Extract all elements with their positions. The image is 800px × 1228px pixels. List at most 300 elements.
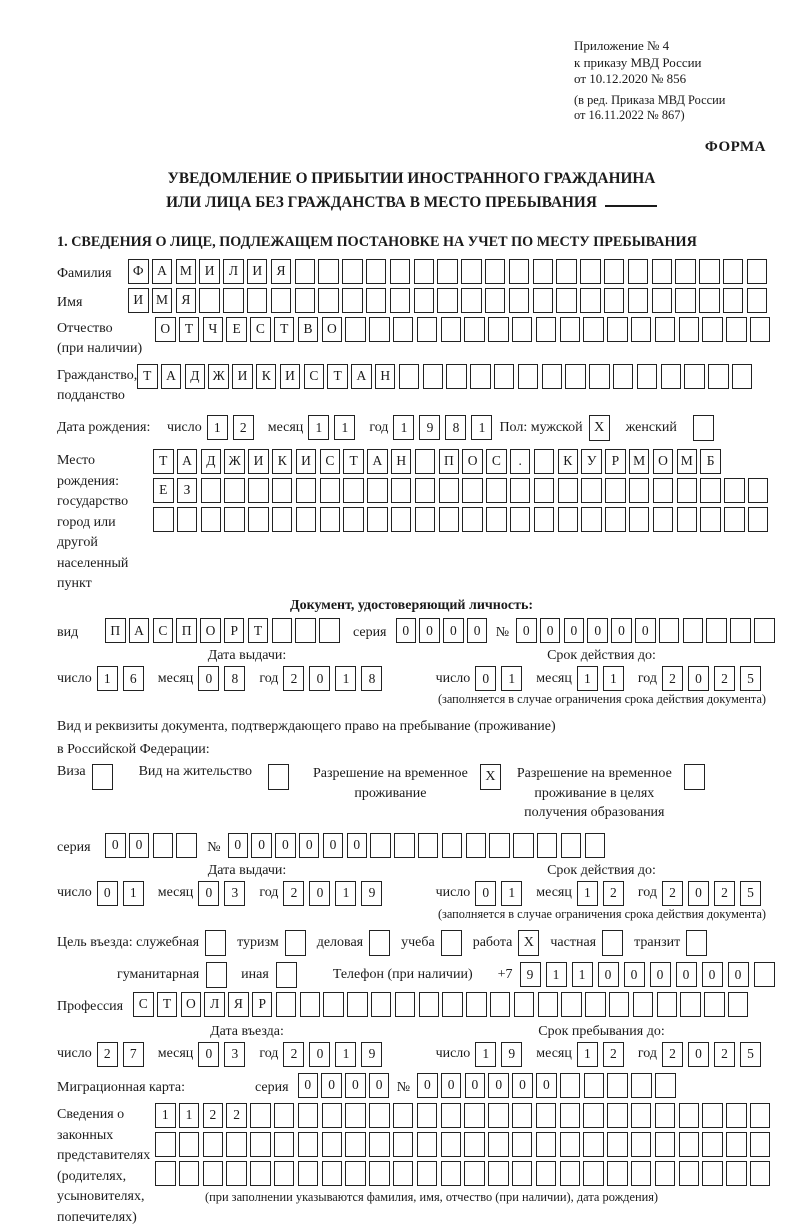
char-box[interactable] [464, 1132, 485, 1157]
char-box[interactable]: 0 [417, 1073, 438, 1098]
char-box[interactable]: 0 [650, 962, 671, 987]
char-box[interactable] [533, 259, 554, 284]
char-box[interactable]: 2 [662, 1042, 683, 1067]
char-box[interactable] [510, 478, 531, 503]
char-box[interactable] [679, 1103, 700, 1128]
char-box[interactable] [298, 1103, 319, 1128]
char-box[interactable] [461, 259, 482, 284]
char-box[interactable] [560, 317, 581, 342]
char-box[interactable] [437, 288, 458, 313]
char-box[interactable]: 0 [516, 618, 537, 643]
char-box[interactable]: У [581, 449, 602, 474]
char-box[interactable] [423, 364, 444, 389]
char-box[interactable] [462, 507, 483, 532]
char-box[interactable]: 2 [283, 881, 304, 906]
char-box[interactable]: С [320, 449, 341, 474]
char-box[interactable] [441, 317, 462, 342]
char-box[interactable] [604, 288, 625, 313]
char-box[interactable] [631, 317, 652, 342]
char-box[interactable] [300, 992, 321, 1017]
char-box[interactable] [702, 317, 723, 342]
char-box[interactable] [679, 1132, 700, 1157]
char-box[interactable]: 0 [299, 833, 320, 858]
char-box[interactable] [203, 1132, 224, 1157]
char-box[interactable]: Д [185, 364, 206, 389]
char-box[interactable] [631, 1161, 652, 1186]
char-box[interactable] [369, 1103, 390, 1128]
char-box[interactable] [464, 1161, 485, 1186]
char-box[interactable]: 1 [577, 1042, 598, 1067]
char-box[interactable] [490, 992, 511, 1017]
char-box[interactable] [439, 478, 460, 503]
char-box[interactable]: 5 [740, 1042, 761, 1067]
char-box[interactable]: И [199, 259, 220, 284]
char-box[interactable]: 0 [105, 833, 126, 858]
char-box[interactable] [724, 478, 745, 503]
char-box[interactable]: З [177, 478, 198, 503]
char-box[interactable] [393, 1103, 414, 1128]
char-box[interactable] [657, 992, 678, 1017]
char-box[interactable] [633, 992, 654, 1017]
char-box[interactable] [466, 992, 487, 1017]
char-box[interactable] [417, 317, 438, 342]
char-box[interactable] [369, 1161, 390, 1186]
char-box[interactable] [607, 1073, 628, 1098]
char-box[interactable] [369, 317, 390, 342]
char-box[interactable] [488, 317, 509, 342]
char-box[interactable] [201, 478, 222, 503]
char-box[interactable] [248, 478, 269, 503]
residence-permit-checkbox[interactable] [268, 764, 289, 790]
char-box[interactable] [533, 288, 554, 313]
char-box[interactable] [298, 1132, 319, 1157]
char-box[interactable] [655, 1132, 676, 1157]
purpose-tourism-checkbox[interactable] [285, 930, 306, 956]
char-box[interactable]: 2 [226, 1103, 247, 1128]
char-box[interactable]: 0 [396, 618, 417, 643]
char-box[interactable] [224, 478, 245, 503]
char-box[interactable]: Р [252, 992, 273, 1017]
char-box[interactable]: 0 [275, 833, 296, 858]
char-box[interactable]: 2 [233, 415, 254, 440]
char-box[interactable] [655, 317, 676, 342]
char-box[interactable] [750, 317, 771, 342]
char-box[interactable]: 0 [251, 833, 272, 858]
char-box[interactable]: О [322, 317, 343, 342]
char-box[interactable]: Н [375, 364, 396, 389]
char-box[interactable]: Л [223, 259, 244, 284]
char-box[interactable] [345, 1161, 366, 1186]
char-box[interactable]: 0 [309, 881, 330, 906]
char-box[interactable]: 9 [361, 1042, 382, 1067]
char-box[interactable] [489, 833, 510, 858]
char-box[interactable]: 2 [662, 666, 683, 691]
char-box[interactable]: 2 [662, 881, 683, 906]
char-box[interactable] [728, 992, 749, 1017]
char-box[interactable] [342, 259, 363, 284]
char-box[interactable] [274, 1132, 295, 1157]
char-box[interactable] [390, 288, 411, 313]
char-box[interactable]: 1 [179, 1103, 200, 1128]
char-box[interactable] [414, 288, 435, 313]
char-box[interactable] [628, 288, 649, 313]
char-box[interactable] [345, 1132, 366, 1157]
char-box[interactable]: Я [271, 259, 292, 284]
char-box[interactable]: . [510, 449, 531, 474]
char-box[interactable]: А [351, 364, 372, 389]
char-box[interactable] [675, 259, 696, 284]
char-box[interactable] [276, 992, 297, 1017]
char-box[interactable]: 0 [369, 1073, 390, 1098]
char-box[interactable] [537, 833, 558, 858]
purpose-work-checkbox[interactable]: X [518, 930, 539, 956]
char-box[interactable]: 0 [540, 618, 561, 643]
char-box[interactable]: О [181, 992, 202, 1017]
char-box[interactable] [461, 288, 482, 313]
char-box[interactable]: Ж [208, 364, 229, 389]
char-box[interactable] [272, 507, 293, 532]
char-box[interactable] [485, 259, 506, 284]
char-box[interactable] [631, 1073, 652, 1098]
char-box[interactable] [464, 317, 485, 342]
char-box[interactable] [726, 1103, 747, 1128]
char-box[interactable]: 0 [321, 1073, 342, 1098]
char-box[interactable] [224, 507, 245, 532]
char-box[interactable]: 1 [393, 415, 414, 440]
char-box[interactable] [345, 1103, 366, 1128]
char-box[interactable] [726, 1132, 747, 1157]
char-box[interactable]: 0 [536, 1073, 557, 1098]
char-box[interactable]: О [155, 317, 176, 342]
char-box[interactable]: 0 [688, 881, 709, 906]
char-box[interactable] [414, 259, 435, 284]
char-box[interactable] [418, 833, 439, 858]
char-box[interactable]: К [256, 364, 277, 389]
char-box[interactable]: С [133, 992, 154, 1017]
char-box[interactable] [607, 317, 628, 342]
char-box[interactable] [464, 1103, 485, 1128]
char-box[interactable] [153, 507, 174, 532]
char-box[interactable]: И [128, 288, 149, 313]
char-box[interactable] [223, 288, 244, 313]
char-box[interactable] [605, 478, 626, 503]
char-box[interactable] [677, 478, 698, 503]
char-box[interactable] [754, 618, 775, 643]
char-box[interactable]: И [232, 364, 253, 389]
char-box[interactable]: 1 [155, 1103, 176, 1128]
char-box[interactable]: 1 [334, 415, 355, 440]
char-box[interactable] [556, 259, 577, 284]
char-box[interactable]: 0 [564, 618, 585, 643]
char-box[interactable] [723, 288, 744, 313]
char-box[interactable]: 0 [298, 1073, 319, 1098]
char-box[interactable]: А [367, 449, 388, 474]
char-box[interactable] [661, 364, 682, 389]
char-box[interactable] [518, 364, 539, 389]
char-box[interactable] [155, 1161, 176, 1186]
char-box[interactable]: С [250, 317, 271, 342]
char-box[interactable] [343, 478, 364, 503]
char-box[interactable] [417, 1161, 438, 1186]
char-box[interactable] [391, 478, 412, 503]
char-box[interactable] [366, 259, 387, 284]
char-box[interactable]: 0 [129, 833, 150, 858]
char-box[interactable] [585, 992, 606, 1017]
char-box[interactable]: 0 [467, 618, 488, 643]
char-box[interactable] [583, 1132, 604, 1157]
char-box[interactable]: 9 [419, 415, 440, 440]
char-box[interactable]: 3 [224, 1042, 245, 1067]
char-box[interactable] [298, 1161, 319, 1186]
char-box[interactable]: 0 [728, 962, 749, 987]
char-box[interactable] [655, 1073, 676, 1098]
char-box[interactable] [179, 1161, 200, 1186]
char-box[interactable]: Ф [128, 259, 149, 284]
char-box[interactable] [699, 288, 720, 313]
char-box[interactable] [675, 288, 696, 313]
char-box[interactable] [631, 1132, 652, 1157]
char-box[interactable]: И [280, 364, 301, 389]
char-box[interactable]: 2 [714, 881, 735, 906]
char-box[interactable]: 0 [465, 1073, 486, 1098]
char-box[interactable] [399, 364, 420, 389]
char-box[interactable]: 0 [488, 1073, 509, 1098]
char-box[interactable] [419, 992, 440, 1017]
char-box[interactable] [393, 1132, 414, 1157]
char-box[interactable] [318, 288, 339, 313]
char-box[interactable] [629, 507, 650, 532]
char-box[interactable] [585, 833, 606, 858]
char-box[interactable] [561, 833, 582, 858]
char-box[interactable] [700, 507, 721, 532]
char-box[interactable]: А [152, 259, 173, 284]
char-box[interactable] [561, 992, 582, 1017]
char-box[interactable]: О [462, 449, 483, 474]
char-box[interactable] [415, 478, 436, 503]
char-box[interactable]: К [272, 449, 293, 474]
char-box[interactable] [370, 833, 391, 858]
char-box[interactable] [750, 1161, 771, 1186]
char-box[interactable] [437, 259, 458, 284]
char-box[interactable]: Р [224, 618, 245, 643]
purpose-official-checkbox[interactable] [205, 930, 226, 956]
char-box[interactable] [581, 478, 602, 503]
char-box[interactable] [322, 1132, 343, 1157]
char-box[interactable]: 0 [419, 618, 440, 643]
char-box[interactable] [679, 1161, 700, 1186]
char-box[interactable]: 1 [572, 962, 593, 987]
char-box[interactable] [342, 288, 363, 313]
char-box[interactable] [296, 478, 317, 503]
char-box[interactable]: М [629, 449, 650, 474]
sex-female-checkbox[interactable] [693, 415, 714, 441]
char-box[interactable] [391, 507, 412, 532]
char-box[interactable] [485, 288, 506, 313]
char-box[interactable]: П [105, 618, 126, 643]
char-box[interactable] [323, 992, 344, 1017]
char-box[interactable]: Т [157, 992, 178, 1017]
purpose-transit-checkbox[interactable] [686, 930, 707, 956]
char-box[interactable]: 7 [123, 1042, 144, 1067]
char-box[interactable]: 6 [123, 666, 144, 691]
char-box[interactable] [702, 1161, 723, 1186]
char-box[interactable] [637, 364, 658, 389]
char-box[interactable] [295, 618, 316, 643]
char-box[interactable]: 1 [501, 881, 522, 906]
char-box[interactable]: 2 [283, 1042, 304, 1067]
char-box[interactable]: Ч [203, 317, 224, 342]
char-box[interactable] [417, 1132, 438, 1157]
char-box[interactable] [415, 449, 436, 474]
char-box[interactable] [583, 1161, 604, 1186]
char-box[interactable]: 1 [123, 881, 144, 906]
char-box[interactable] [730, 618, 751, 643]
char-box[interactable] [584, 1073, 605, 1098]
char-box[interactable] [322, 1161, 343, 1186]
char-box[interactable] [581, 507, 602, 532]
char-box[interactable] [747, 288, 768, 313]
char-box[interactable] [446, 364, 467, 389]
char-box[interactable]: Т [137, 364, 158, 389]
char-box[interactable] [655, 1103, 676, 1128]
char-box[interactable] [534, 449, 555, 474]
char-box[interactable]: В [298, 317, 319, 342]
char-box[interactable] [439, 507, 460, 532]
char-box[interactable]: 1 [97, 666, 118, 691]
char-box[interactable] [748, 507, 769, 532]
char-box[interactable]: 9 [501, 1042, 522, 1067]
char-box[interactable]: 8 [361, 666, 382, 691]
char-box[interactable] [655, 1161, 676, 1186]
char-box[interactable]: Л [204, 992, 225, 1017]
char-box[interactable] [747, 259, 768, 284]
char-box[interactable] [442, 992, 463, 1017]
sex-male-checkbox[interactable]: X [589, 415, 610, 441]
char-box[interactable] [726, 317, 747, 342]
char-box[interactable] [748, 478, 769, 503]
char-box[interactable] [486, 478, 507, 503]
char-box[interactable] [272, 618, 293, 643]
char-box[interactable] [628, 259, 649, 284]
char-box[interactable] [513, 833, 534, 858]
char-box[interactable] [512, 317, 533, 342]
char-box[interactable] [613, 364, 634, 389]
char-box[interactable]: Е [153, 478, 174, 503]
char-box[interactable] [394, 833, 415, 858]
char-box[interactable] [390, 259, 411, 284]
char-box[interactable] [369, 1132, 390, 1157]
char-box[interactable]: 0 [309, 1042, 330, 1067]
char-box[interactable] [542, 364, 563, 389]
char-box[interactable] [704, 992, 725, 1017]
char-box[interactable]: А [161, 364, 182, 389]
char-box[interactable]: 1 [308, 415, 329, 440]
char-box[interactable] [176, 833, 197, 858]
char-box[interactable] [153, 833, 174, 858]
char-box[interactable]: 0 [624, 962, 645, 987]
char-box[interactable] [274, 1161, 295, 1186]
char-box[interactable] [226, 1161, 247, 1186]
char-box[interactable] [605, 507, 626, 532]
char-box[interactable]: 0 [441, 1073, 462, 1098]
char-box[interactable]: 2 [203, 1103, 224, 1128]
char-box[interactable]: И [248, 449, 269, 474]
purpose-private-checkbox[interactable] [602, 930, 623, 956]
char-box[interactable] [367, 507, 388, 532]
char-box[interactable] [320, 507, 341, 532]
purpose-study-checkbox[interactable] [441, 930, 462, 956]
char-box[interactable] [534, 507, 555, 532]
visa-checkbox[interactable] [92, 764, 113, 790]
char-box[interactable]: 0 [587, 618, 608, 643]
char-box[interactable] [536, 1132, 557, 1157]
char-box[interactable]: М [176, 259, 197, 284]
purpose-humanitarian-checkbox[interactable] [206, 962, 227, 988]
char-box[interactable]: 0 [688, 666, 709, 691]
char-box[interactable] [393, 317, 414, 342]
char-box[interactable] [684, 364, 705, 389]
char-box[interactable]: П [439, 449, 460, 474]
char-box[interactable] [393, 1161, 414, 1186]
char-box[interactable]: 0 [198, 1042, 219, 1067]
char-box[interactable] [203, 1161, 224, 1186]
char-box[interactable] [367, 478, 388, 503]
char-box[interactable] [199, 288, 220, 313]
char-box[interactable] [556, 288, 577, 313]
char-box[interactable]: 0 [676, 962, 697, 987]
char-box[interactable] [371, 992, 392, 1017]
char-box[interactable]: 1 [577, 881, 598, 906]
char-box[interactable]: 1 [335, 666, 356, 691]
char-box[interactable] [677, 507, 698, 532]
char-box[interactable] [296, 507, 317, 532]
char-box[interactable] [366, 288, 387, 313]
char-box[interactable] [322, 1103, 343, 1128]
char-box[interactable]: 1 [471, 415, 492, 440]
char-box[interactable]: 9 [520, 962, 541, 987]
char-box[interactable]: И [247, 259, 268, 284]
purpose-business-checkbox[interactable] [369, 930, 390, 956]
char-box[interactable] [295, 288, 316, 313]
char-box[interactable]: 0 [97, 881, 118, 906]
char-box[interactable]: 0 [475, 666, 496, 691]
char-box[interactable] [750, 1103, 771, 1128]
char-box[interactable] [659, 618, 680, 643]
char-box[interactable]: Н [391, 449, 412, 474]
char-box[interactable]: А [129, 618, 150, 643]
char-box[interactable] [441, 1161, 462, 1186]
char-box[interactable]: 0 [443, 618, 464, 643]
char-box[interactable]: 5 [740, 666, 761, 691]
char-box[interactable] [512, 1132, 533, 1157]
char-box[interactable]: Я [228, 992, 249, 1017]
char-box[interactable] [702, 1132, 723, 1157]
char-box[interactable] [723, 259, 744, 284]
char-box[interactable]: 3 [224, 881, 245, 906]
char-box[interactable] [560, 1161, 581, 1186]
char-box[interactable]: 1 [501, 666, 522, 691]
char-box[interactable] [250, 1161, 271, 1186]
char-box[interactable] [441, 1103, 462, 1128]
char-box[interactable] [272, 478, 293, 503]
char-box[interactable] [319, 618, 340, 643]
char-box[interactable]: С [486, 449, 507, 474]
char-box[interactable]: 0 [198, 881, 219, 906]
char-box[interactable] [629, 478, 650, 503]
char-box[interactable] [318, 259, 339, 284]
char-box[interactable] [441, 1132, 462, 1157]
char-box[interactable] [560, 1103, 581, 1128]
